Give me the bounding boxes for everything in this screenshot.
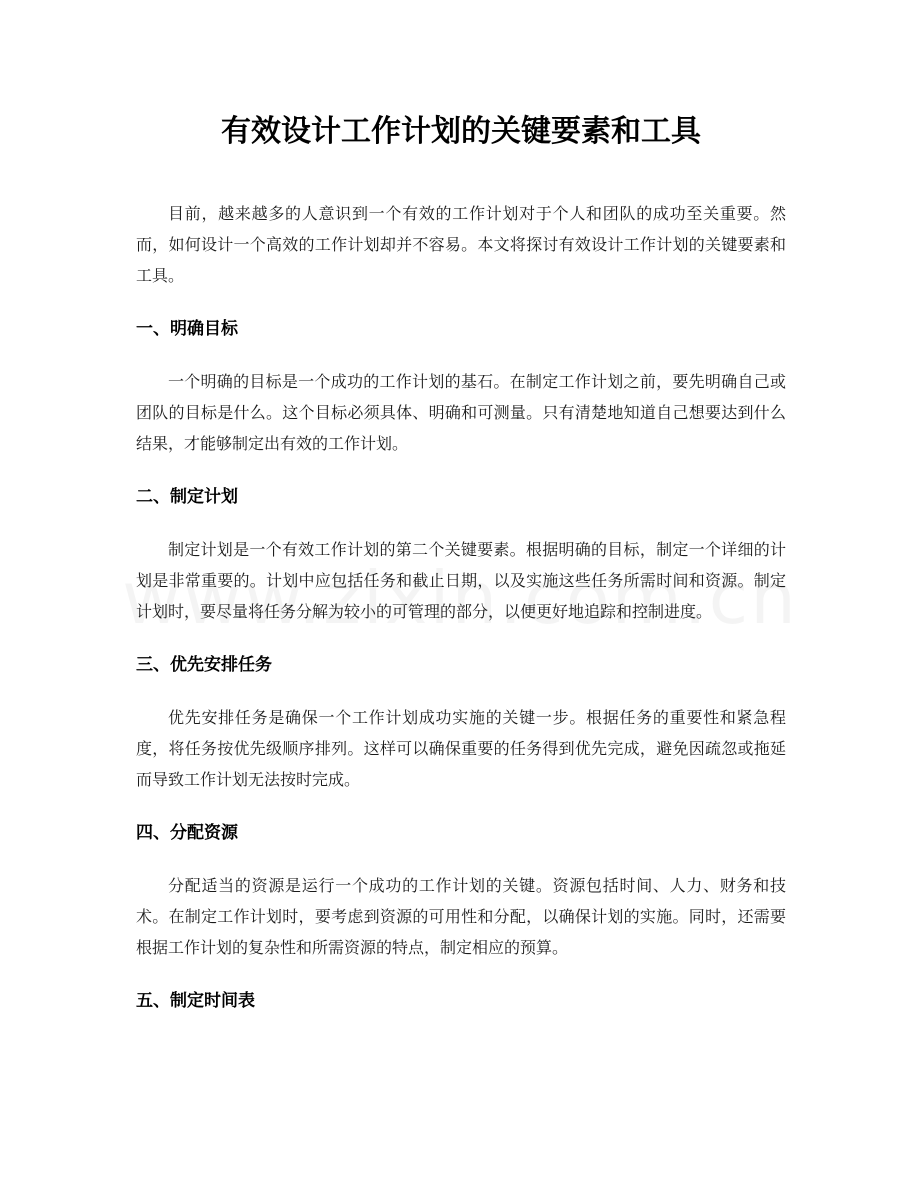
section-heading-1: 一、明确目标	[136, 319, 238, 339]
section-heading-3: 三、优先安排任务	[136, 655, 272, 675]
section-body-2: 制定计划是一个有效工作计划的第二个关键要素。根据明确的目标，制定一个详细的计划是非常重要的。计划中应包括任务和截止日期，以及实施这些任务所需时间和资源。制定计划时，要尽量将任务分解为较小的可管理的部分，以便更好地追踪和控制进度。	[136, 540, 786, 621]
document-content	[136, 104, 786, 1038]
section-body-3: 优先安排任务是确保一个工作计划成功实施的关键一步。根据任务的重要性和紧急程度，将任务按优先级顺序排列。这样可以确保重要的任务得到优先完成，避免因疏忽或拖延而导致工作计划无法按时完成。	[136, 708, 786, 789]
section-heading-5: 五、制定时间表	[136, 991, 255, 1011]
intro-paragraph: 目前，越来越多的人意识到一个有效的工作计划对于个人和团队的成功至关重要。然而，如何设计一个高效的工作计划却并不容易。本文将探讨有效设计工作计划的关键要素和工具。	[136, 204, 786, 285]
section-heading-4: 四、分配资源	[136, 823, 238, 843]
section-body-4: 分配适当的资源是运行一个成功的工作计划的关键。资源包括时间、人力、财务和技术。在制定工作计划时，要考虑到资源的可用性和分配，以确保计划的实施。同时，还需要根据工作计划的复杂性和所需资源的特点，制定相应的预算。	[136, 876, 786, 957]
section-heading-2: 二、制定计划	[136, 487, 238, 507]
document-title: 有效设计工作计划的关键要素和工具	[221, 114, 701, 149]
section-body-1: 一个明确的目标是一个成功的工作计划的基石。在制定工作计划之前，要先明确自己或团队的目标是什么。这个目标必须具体、明确和可测量。只有清楚地知道自己想要达到什么结果，才能够制定出有效的工作计划。	[136, 372, 786, 453]
